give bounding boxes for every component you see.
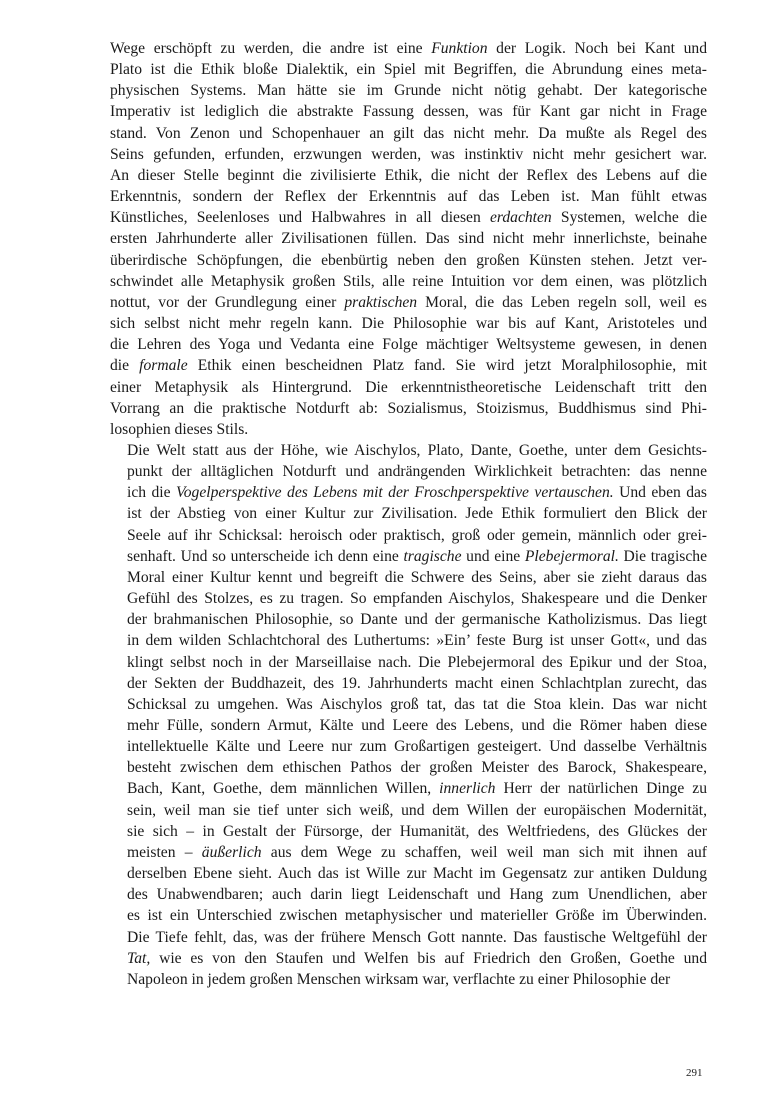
emphasis: innerlich — [439, 780, 496, 798]
text-line — [110, 715, 707, 736]
text-run: sich selbst nicht mehr regeln kann. Die Philosophie war bis auf Kant, Aristoteles und — [110, 315, 707, 333]
paragraph — [110, 440, 707, 990]
text-line — [110, 377, 707, 398]
emphasis: äußerlich — [201, 843, 262, 861]
text-run: nottut, vor der Grundlegung einer — [110, 293, 345, 311]
text-line — [110, 186, 707, 207]
text-line — [110, 736, 707, 757]
text-line — [110, 588, 707, 609]
text-run: der Sekten der Buddhazeit, des 19. Jahrhunderts macht einen Schlachtplan zurecht, das — [127, 674, 707, 692]
text-run: mehr Fülle, sondern Armut, Kälte und Leere des Lebens, und die Römer haben diese — [127, 717, 707, 734]
text-run: schwindet alle Metaphysik großen Stils, alle reine Intuition vor dem einen, was plötzlich — [110, 272, 707, 290]
text-run: Erkenntnis, sondern der Reflex der Erkenntnis auf das Leben ist. Man fühlt etwas — [110, 188, 707, 206]
text-run: Plato ist die Ethik bloße Dialektik, ein Spiel mit Begriffen, die Abrundung eines meta- — [110, 61, 707, 79]
text-line — [110, 842, 707, 863]
text-line — [110, 778, 707, 799]
text-run: der brahmanischen Philosophie, so Dante und der germanische Katholizismus. Das liegt — [127, 611, 707, 629]
text-line — [110, 609, 707, 630]
text-line — [110, 271, 707, 292]
text-line — [110, 419, 707, 440]
text-run: ich die — [127, 484, 176, 502]
text-line — [110, 673, 707, 694]
text-run: besteht zwischen dem ethischen Pathos der großen Meister des Barock, Shakespeare, — [127, 759, 707, 777]
text-line — [110, 757, 707, 778]
text-run: einer Metaphysik als Hintergrund. Die erkenntnistheoretische Leidenschaft tritt den — [110, 378, 707, 396]
text-run: Die tragische — [618, 547, 707, 565]
emphasis: Tat, — [127, 949, 151, 967]
text-run: Moral einer Kultur kennt und begreift die Schwere des Seins, aber sie zieht daraus das — [127, 568, 707, 586]
text-run: meisten – — [127, 843, 202, 861]
text-run: Und eben das — [613, 484, 707, 502]
text-run: Systemen, welche die — [551, 209, 707, 227]
text-body — [110, 38, 707, 990]
text-run: des Unabwendbaren; auch darin liegt Leidenschaft und Hang zum Unendlichen, aber — [127, 886, 707, 904]
text-run: Schicksal zu umgehen. Was Aischylos groß tat, das tat die Stoa klein. Das war nicht — [127, 695, 707, 713]
text-run: Künstliches, Seelenloses und Halbwahres in all diesen — [110, 209, 490, 227]
text-run: sie sich – in Gestalt der Fürsorge, der Humanität, des Weltfriedens, des Glückes der — [127, 822, 707, 840]
paragraph — [110, 38, 707, 440]
text-run: die Lehren des Yoga und Vedanta eine Folge mächtiger Weltsysteme gewesen, in denen — [110, 336, 707, 354]
text-line — [110, 969, 707, 990]
text-run: Vorrang an die praktische Notdurft ab: Sozialismus, Stoizismus, Buddhismus sind Phi- — [110, 399, 707, 417]
text-line — [110, 80, 707, 101]
text-line — [110, 144, 707, 165]
text-line — [110, 927, 707, 948]
text-run: aus dem Wege zu schaffen, weil weil man sich mit ihnen auf — [261, 843, 707, 861]
emphasis: formale — [139, 357, 188, 375]
text-line — [110, 652, 707, 673]
text-run: Herr der natürlichen Dinge zu — [495, 780, 707, 798]
emphasis: Vogelperspektive des Lebens mit der Froschperspektive vertauschen. — [175, 484, 614, 502]
text-run: Die Welt statt aus der Höhe, wie Aischylos, Plato, Dante, Goethe, unter dem Gesichts- — [127, 441, 707, 459]
text-run: Napoleon in jedem großen Menschen wirksam war, verflachte zu einer Philosophie der — [127, 970, 671, 988]
text-line — [110, 250, 707, 271]
text-run: wie es von den Staufen und Welfen bis auf Friedrich den Großen, Goethe und — [150, 949, 707, 967]
text-line — [110, 440, 707, 461]
text-run: und eine — [461, 547, 525, 565]
text-line — [110, 800, 707, 821]
text-run: derselben Ebene sieht. Auch das ist Wille zur Macht im Gegensatz zur antiken Duldung — [127, 865, 707, 883]
text-line — [110, 38, 707, 59]
text-run: klingt selbst noch in der Marseillaise nach. Die Plebejermoral des Epikur und der Stoa, — [127, 653, 707, 671]
text-line — [110, 884, 707, 905]
text-line — [110, 567, 707, 588]
text-line — [110, 398, 707, 419]
text-line — [110, 59, 707, 80]
text-run: Seele auf ihr Schicksal: heroisch oder praktisch, groß oder gemein, männlich oder grei- — [127, 526, 707, 544]
text-run: Bach, Kant, Goethe, dem männlichen Willen, — [127, 780, 440, 798]
text-run: Imperativ ist lediglich die abstrakte Fassung dessen, was für Kant gar nicht in Frage — [110, 103, 707, 121]
emphasis: erdachten — [489, 209, 552, 227]
emphasis: praktischen — [344, 293, 418, 311]
text-run: senhaft. Und so unterscheide ich denn eine — [127, 547, 404, 565]
text-line — [110, 101, 707, 122]
text-run: Wege erschöpft zu werden, die andre ist eine — [110, 40, 432, 57]
text-line — [110, 292, 707, 313]
text-line — [110, 694, 707, 715]
text-run: stand. Von Zenon und Schopenhauer an gilt das nicht mehr. Da mußte als Regel des — [110, 124, 707, 142]
text-line — [110, 207, 707, 228]
text-line — [110, 948, 707, 969]
text-run: überirdische Schöpfungen, die ebenbürtig neben den großen Künsten stehen. Jetzt ver- — [110, 251, 707, 269]
text-line — [110, 313, 707, 334]
page-number: 291 — [686, 1067, 703, 1079]
text-run: physischen Systems. Man hätte sie im Grunde nicht nötig gehabt. Der kategorische — [110, 82, 707, 100]
text-line — [110, 461, 707, 482]
text-line — [110, 525, 707, 546]
text-run: ist der Abstieg von einer Kultur zur Zivilisation. Jede Ethik formuliert den Blick der — [127, 505, 707, 523]
text-run: es ist ein Unterschied zwischen metaphysischer und materieller Größe im Überwinden. — [127, 907, 707, 925]
emphasis: Plebejermoral. — [524, 547, 619, 565]
text-run: Ethik einen bescheidnen Platz fand. Sie wird jetzt Moralphilosophie, mit — [187, 357, 707, 375]
text-run: Moral, die das Leben regeln soll, weil es — [417, 293, 707, 311]
text-run: in dem wilden Schlachtchoral des Luthertums: »Ein’ feste Burg ist unser Gott«, und das — [127, 632, 707, 650]
text-line — [110, 821, 707, 842]
text-line — [110, 482, 707, 503]
text-line — [110, 905, 707, 926]
text-line — [110, 123, 707, 144]
text-run: die — [110, 357, 140, 375]
emphasis: Funktion — [431, 40, 488, 57]
text-line — [110, 630, 707, 651]
text-run: intellektuelle Kälte und Leere nur zum Großartigen gesteigert. Und dasselbe Verhältnis — [127, 738, 707, 756]
text-run: der Logik. Noch bei Kant und — [487, 40, 707, 57]
text-line — [110, 355, 707, 376]
emphasis: tragische — [403, 547, 462, 565]
text-run: An dieser Stelle beginnt die zivilisierte Ethik, die nicht der Reflex des Lebens auf die — [110, 166, 707, 184]
text-line — [110, 165, 707, 186]
text-line — [110, 334, 707, 355]
text-run: losophien dieses Stils. — [110, 420, 249, 438]
text-line — [110, 863, 707, 884]
text-run: Gefühl des Stolzes, es zu tragen. So empfanden Aischylos, Shakespeare und die Denker — [127, 590, 707, 608]
text-run: punkt der alltäglichen Notdurft und andrängenden Wirklichkeit betrachten: das nenne — [127, 463, 707, 481]
text-line — [110, 503, 707, 524]
text-run: ersten Jahrhunderte aller Zivilisationen füllen. Das sind nicht mehr innerlichste, beinahe — [110, 230, 707, 248]
text-run: Die Tiefe fehlt, das, was der frühere Mensch Gott nannte. Das faustische Weltgefühl der — [127, 928, 707, 946]
text-run: Seins gefunden, erfunden, erzwungen werden, was instinktiv nicht mehr gesichert war. — [110, 145, 707, 163]
text-run: sein, weil man sie tief unter sich weiß, und dem Willen der europäischen Modernität, — [127, 801, 707, 819]
text-line — [110, 228, 707, 249]
text-line — [110, 546, 707, 567]
